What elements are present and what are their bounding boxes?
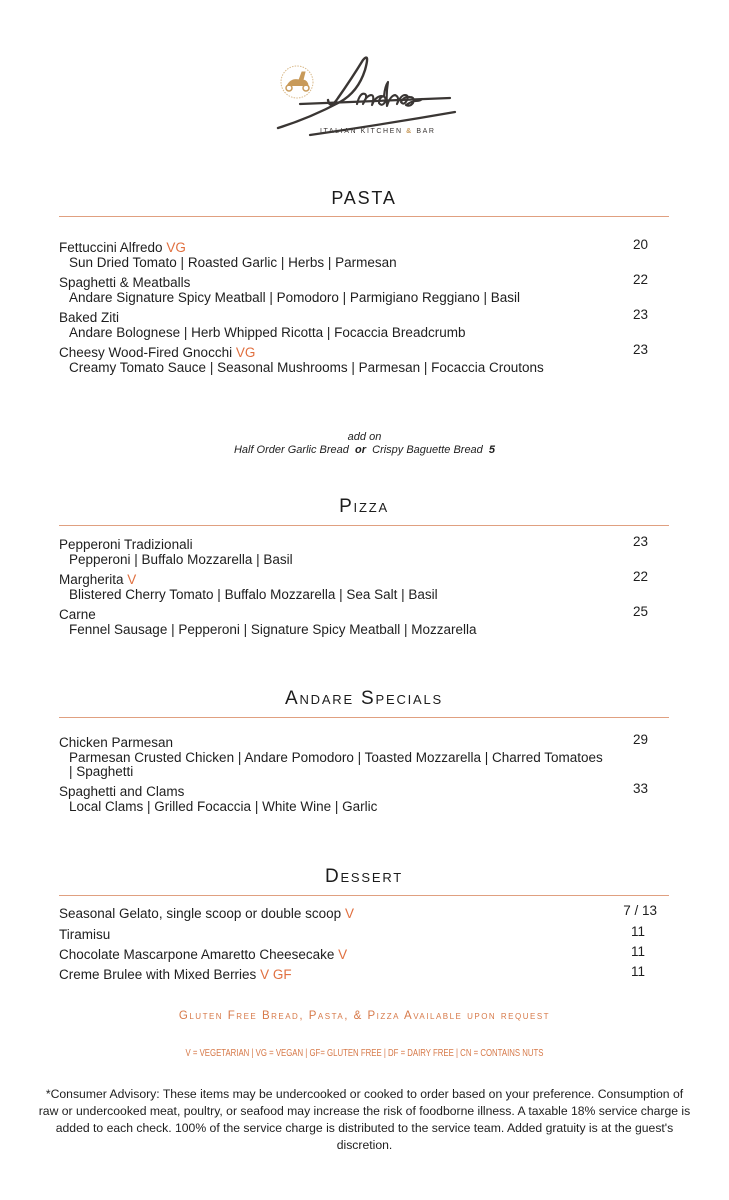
logo-tagline — [320, 128, 436, 135]
menu-item — [59, 307, 669, 340]
menu-item — [59, 342, 669, 375]
item-name: Pepperoni Tradizionali — [59, 537, 193, 552]
item-description: Andare Bolognese | Herb Whipped Ricotta | Focaccia Breadcrumb — [69, 324, 466, 340]
item-price: 11 — [630, 924, 645, 939]
item-price: 22 — [632, 272, 648, 287]
section-divider — [59, 717, 669, 718]
menu-item — [59, 272, 669, 305]
item-price: 23 — [632, 342, 648, 357]
menu-item — [59, 569, 669, 602]
item-name: Chicken Parmesan — [59, 735, 174, 750]
menu-item — [59, 732, 669, 780]
section-divider — [59, 525, 669, 526]
pasta-addon — [0, 431, 729, 456]
item-name: Carne — [59, 607, 96, 622]
section-pizza — [59, 495, 669, 526]
section-specials — [59, 687, 669, 718]
item-description: Andare Signature Spicy Meatball | Pomodoro | Parmigiano Reggiano | Basil — [69, 289, 521, 305]
item-description: Creamy Tomato Sauce | Seasonal Mushrooms | Parmesan | Focaccia Croutons — [69, 359, 544, 375]
item-price: 29 — [632, 732, 648, 747]
item-price: 20 — [632, 237, 648, 252]
section-title: PASTA — [331, 188, 397, 208]
gluten-free-note: Gluten Free Bread, Pasta, & Pizza Available upon request — [178, 1010, 551, 1022]
section-title: Dessert — [324, 866, 404, 887]
item-price: 7 / 13 — [623, 903, 657, 918]
tagline-text-bar: BAR — [416, 128, 436, 135]
item-name: Chocolate Mascarpone Amaretto Cheesecake V — [59, 947, 348, 962]
item-description: Local Clams | Grilled Focaccia | White Wine | Garlic — [69, 798, 378, 814]
item-name: Baked Ziti — [59, 310, 120, 325]
section-pasta — [59, 186, 669, 217]
item-price: 33 — [632, 781, 648, 796]
item-description: Pepperoni | Buffalo Mozzarella | Basil — [69, 551, 293, 567]
diet-tag: V — [338, 947, 348, 962]
item-name: Cheesy Wood-Fired Gnocchi VG — [59, 345, 256, 360]
section-divider — [59, 895, 669, 896]
section-title: Andare Specials — [284, 688, 444, 709]
section-divider — [59, 216, 669, 217]
section-dessert — [59, 865, 669, 896]
item-description: Fennel Sausage | Pepperoni | Signature Spicy Meatball | Mozzarella — [69, 621, 477, 637]
diet-tag: V GF — [260, 967, 292, 982]
item-description: Parmesan Crusted Chicken | Andare Pomodoro | Toasted Mozzarella | Charred Tomatoes | Spaghetti — [69, 749, 603, 779]
menu-item — [59, 903, 669, 922]
diet-tag: V — [127, 572, 137, 587]
item-description: Blistered Cherry Tomato | Buffalo Mozzarella | Sea Salt | Basil — [69, 586, 438, 602]
menu-item — [59, 924, 669, 943]
item-name: Seasonal Gelato, single scoop or double scoop V — [59, 906, 354, 921]
tagline-text: ITALIAN KITCHEN — [320, 128, 403, 135]
addon-price: 5 — [488, 443, 496, 456]
item-name: Tiramisu — [59, 927, 111, 942]
menu-item — [59, 604, 669, 637]
menu-item — [59, 781, 669, 814]
diet-tag: V — [344, 906, 354, 921]
item-price: 11 — [630, 964, 645, 979]
item-name: Spaghetti & Meatballs — [59, 275, 191, 290]
menu-item — [59, 534, 669, 567]
tagline-ampersand: & — [406, 128, 413, 135]
item-price: 23 — [632, 307, 648, 322]
item-name: Fettuccini Alfredo VG — [59, 240, 186, 255]
addon-label: add on — [347, 431, 382, 443]
scooter-icon — [281, 66, 313, 98]
section-title: Pizza — [339, 496, 389, 517]
diet-tag: VG — [166, 240, 186, 255]
item-price: 25 — [632, 604, 648, 619]
item-name: Spaghetti and Clams — [59, 784, 185, 799]
diet-legend: V = VEGETARIAN | VG = VEGAN | GF= GLUTEN FREE | DF = DAIRY FREE | CN = CONTAINS NUTS — [185, 1048, 544, 1059]
consumer-advisory: *Consumer Advisory: These items may be undercooked or cooked to order based on your preference. Consumption of raw or undercooked meat, poultry, or seafood may increase the risk of foodborne illness. A taxable 18% service charge is added to each check. 100% of the service charge is distributed to the service team. Added gratuity is at the guest's discretion. — [38, 1087, 691, 1152]
item-name: Creme Brulee with Mixed Berries V GF — [59, 967, 292, 982]
menu-item — [59, 944, 669, 963]
item-price: 11 — [630, 944, 645, 959]
diet-tag: VG — [235, 345, 256, 360]
item-price: 22 — [632, 569, 648, 584]
menu-item — [59, 237, 669, 270]
item-price: 23 — [632, 534, 648, 549]
menu-item — [59, 964, 669, 983]
item-description: Sun Dried Tomato | Roasted Garlic | Herbs | Parmesan — [69, 254, 397, 270]
item-name: Margherita V — [59, 572, 137, 587]
addon-options: Half Order Garlic Bread or Crispy Baguette Bread 5 — [233, 443, 496, 456]
